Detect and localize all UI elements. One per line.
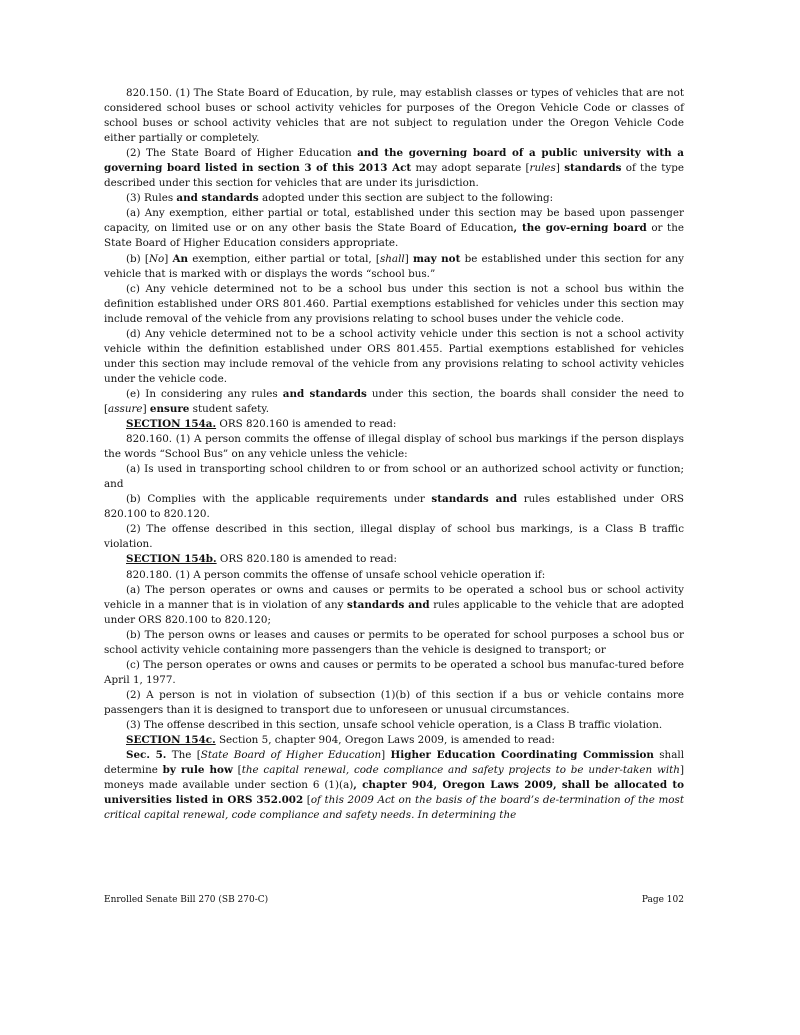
paragraph-820-160: 820.160. (1) A person commits the offense of illegal display of school bus markings if the person displays the words “School Bus” on any vehicle unless the vehicle: <box>104 433 684 461</box>
paragraph-820-180-3: (3) The offense described in this section, unsafe school vehicle operation, is a Class B traffic violation. <box>126 718 663 731</box>
footer-page-number: Page 102 <box>641 895 684 905</box>
paragraph-sec-5: Sec. 5. The [State Board of Higher Education] Higher Education Coordinating Commission shall determine by rule how [the capital renewal, code compliance and safety projects to be under-taken with] moneys made available under section 6 (1)(a), chapter 904, Oregon Laws 2009, shall be allocated to universities listed in ORS 352.002 [of this 2009 Act on the basis of the board’s de-termination of the most critical capital renewal, code compliance and safety needs. In determining the <box>104 749 685 822</box>
footer-bill-name: Enrolled Senate Bill 270 (SB 270-C) <box>104 895 269 905</box>
page-footer <box>104 895 684 905</box>
paragraph-820-180-b: (b) The person owns or leases and causes or permits to be operated for school purposes a school bus or school activity vehicle containing more passengers than the vehicle is designed to transport; or <box>104 628 684 656</box>
paragraph-item-a: (a) Any exemption, either partial or total, established under this section may be based upon passenger capacity, on limited use or on any other basis the State Board of Education, the gov-erning board or the State Board of Higher Education considers appropriate. <box>104 207 684 250</box>
paragraph-820-160-a: (a) Is used in transporting school children to or from school or an authorized school activity or function; and <box>104 463 684 491</box>
paragraph-820-180-2: (2) A person is not in violation of subsection (1)(b) of this section if a bus or vehicle contains more passengers than it is designed to transport due to unforeseen or unusual circumstances. <box>104 688 684 716</box>
section-154b-heading: SECTION 154b. ORS 820.180 is amended to read: <box>126 553 397 566</box>
paragraph-820-150: 820.150. (1) The State Board of Education, by rule, may establish classes or types of vehicles that are not considered school buses or school activity vehicles for purposes of the Oregon Vehicle Code or classes of school buses or school activity vehicles that are not subject to regulation under the Oregon Vehicle Code either partially or completely. <box>104 87 684 145</box>
paragraph-item-d: (d) Any vehicle determined not to be a school activity vehicle under this section is not a school activity vehicle within the definition established under ORS 801.455. Partial exemptions established for vehicles under this section may include removal of the vehicle from any provisions relating to school activity vehicles under the vehicle code. <box>104 327 684 385</box>
paragraph-subsection-2: (2) The State Board of Higher Education and the governing board of a public university with a governing board listed in section 3 of this 2013 Act may adopt separate [rules] standards of the type described under this section for vehicles that are under its jurisdiction. <box>104 147 685 190</box>
paragraph-item-e: (e) In considering any rules and standards under this section, the boards shall consider the need to [assure] ensure student safety. <box>104 387 684 415</box>
paragraph-820-180: 820.180. (1) A person commits the offense of unsafe school vehicle operation if: <box>126 568 546 581</box>
paragraph-820-160-2: (2) The offense described in this section, illegal display of school bus markings, is a Class B traffic violation. <box>104 523 684 551</box>
paragraph-820-160-b: (b) Complies with the applicable requirements under standards and rules established under ORS 820.100 to 820.120. <box>104 493 684 521</box>
paragraph-820-180-c: (c) The person operates or owns and causes or permits to be operated a school bus manufac-tured before April 1, 1977. <box>104 658 684 686</box>
bill-text <box>104 86 684 823</box>
section-154c-heading: SECTION 154c. Section 5, chapter 904, Oregon Laws 2009, is amended to read: <box>126 734 555 747</box>
paragraph-item-c: (c) Any vehicle determined not to be a school bus under this section is not a school bus within the definition established under ORS 801.460. Partial exemptions established for vehicles under this section may include removal of the vehicle from any provisions relating to school buses under the vehicle code. <box>104 282 684 325</box>
paragraph-820-180-a: (a) The person operates or owns and causes or permits to be operated a school bus or school activity vehicle in a manner that is in violation of any standards and rules applicable to the vehicle that are adopted under ORS 820.100 to 820.120; <box>104 583 684 626</box>
paragraph-subsection-3: (3) Rules and standards adopted under this section are subject to the following: <box>126 192 554 205</box>
section-154a-heading: SECTION 154a. ORS 820.160 is amended to read: <box>126 418 397 431</box>
paragraph-item-b: (b) [No] An exemption, either partial or total, [shall] may not be established under this section for any vehicle that is marked with or displays the words “school bus.” <box>104 252 684 280</box>
